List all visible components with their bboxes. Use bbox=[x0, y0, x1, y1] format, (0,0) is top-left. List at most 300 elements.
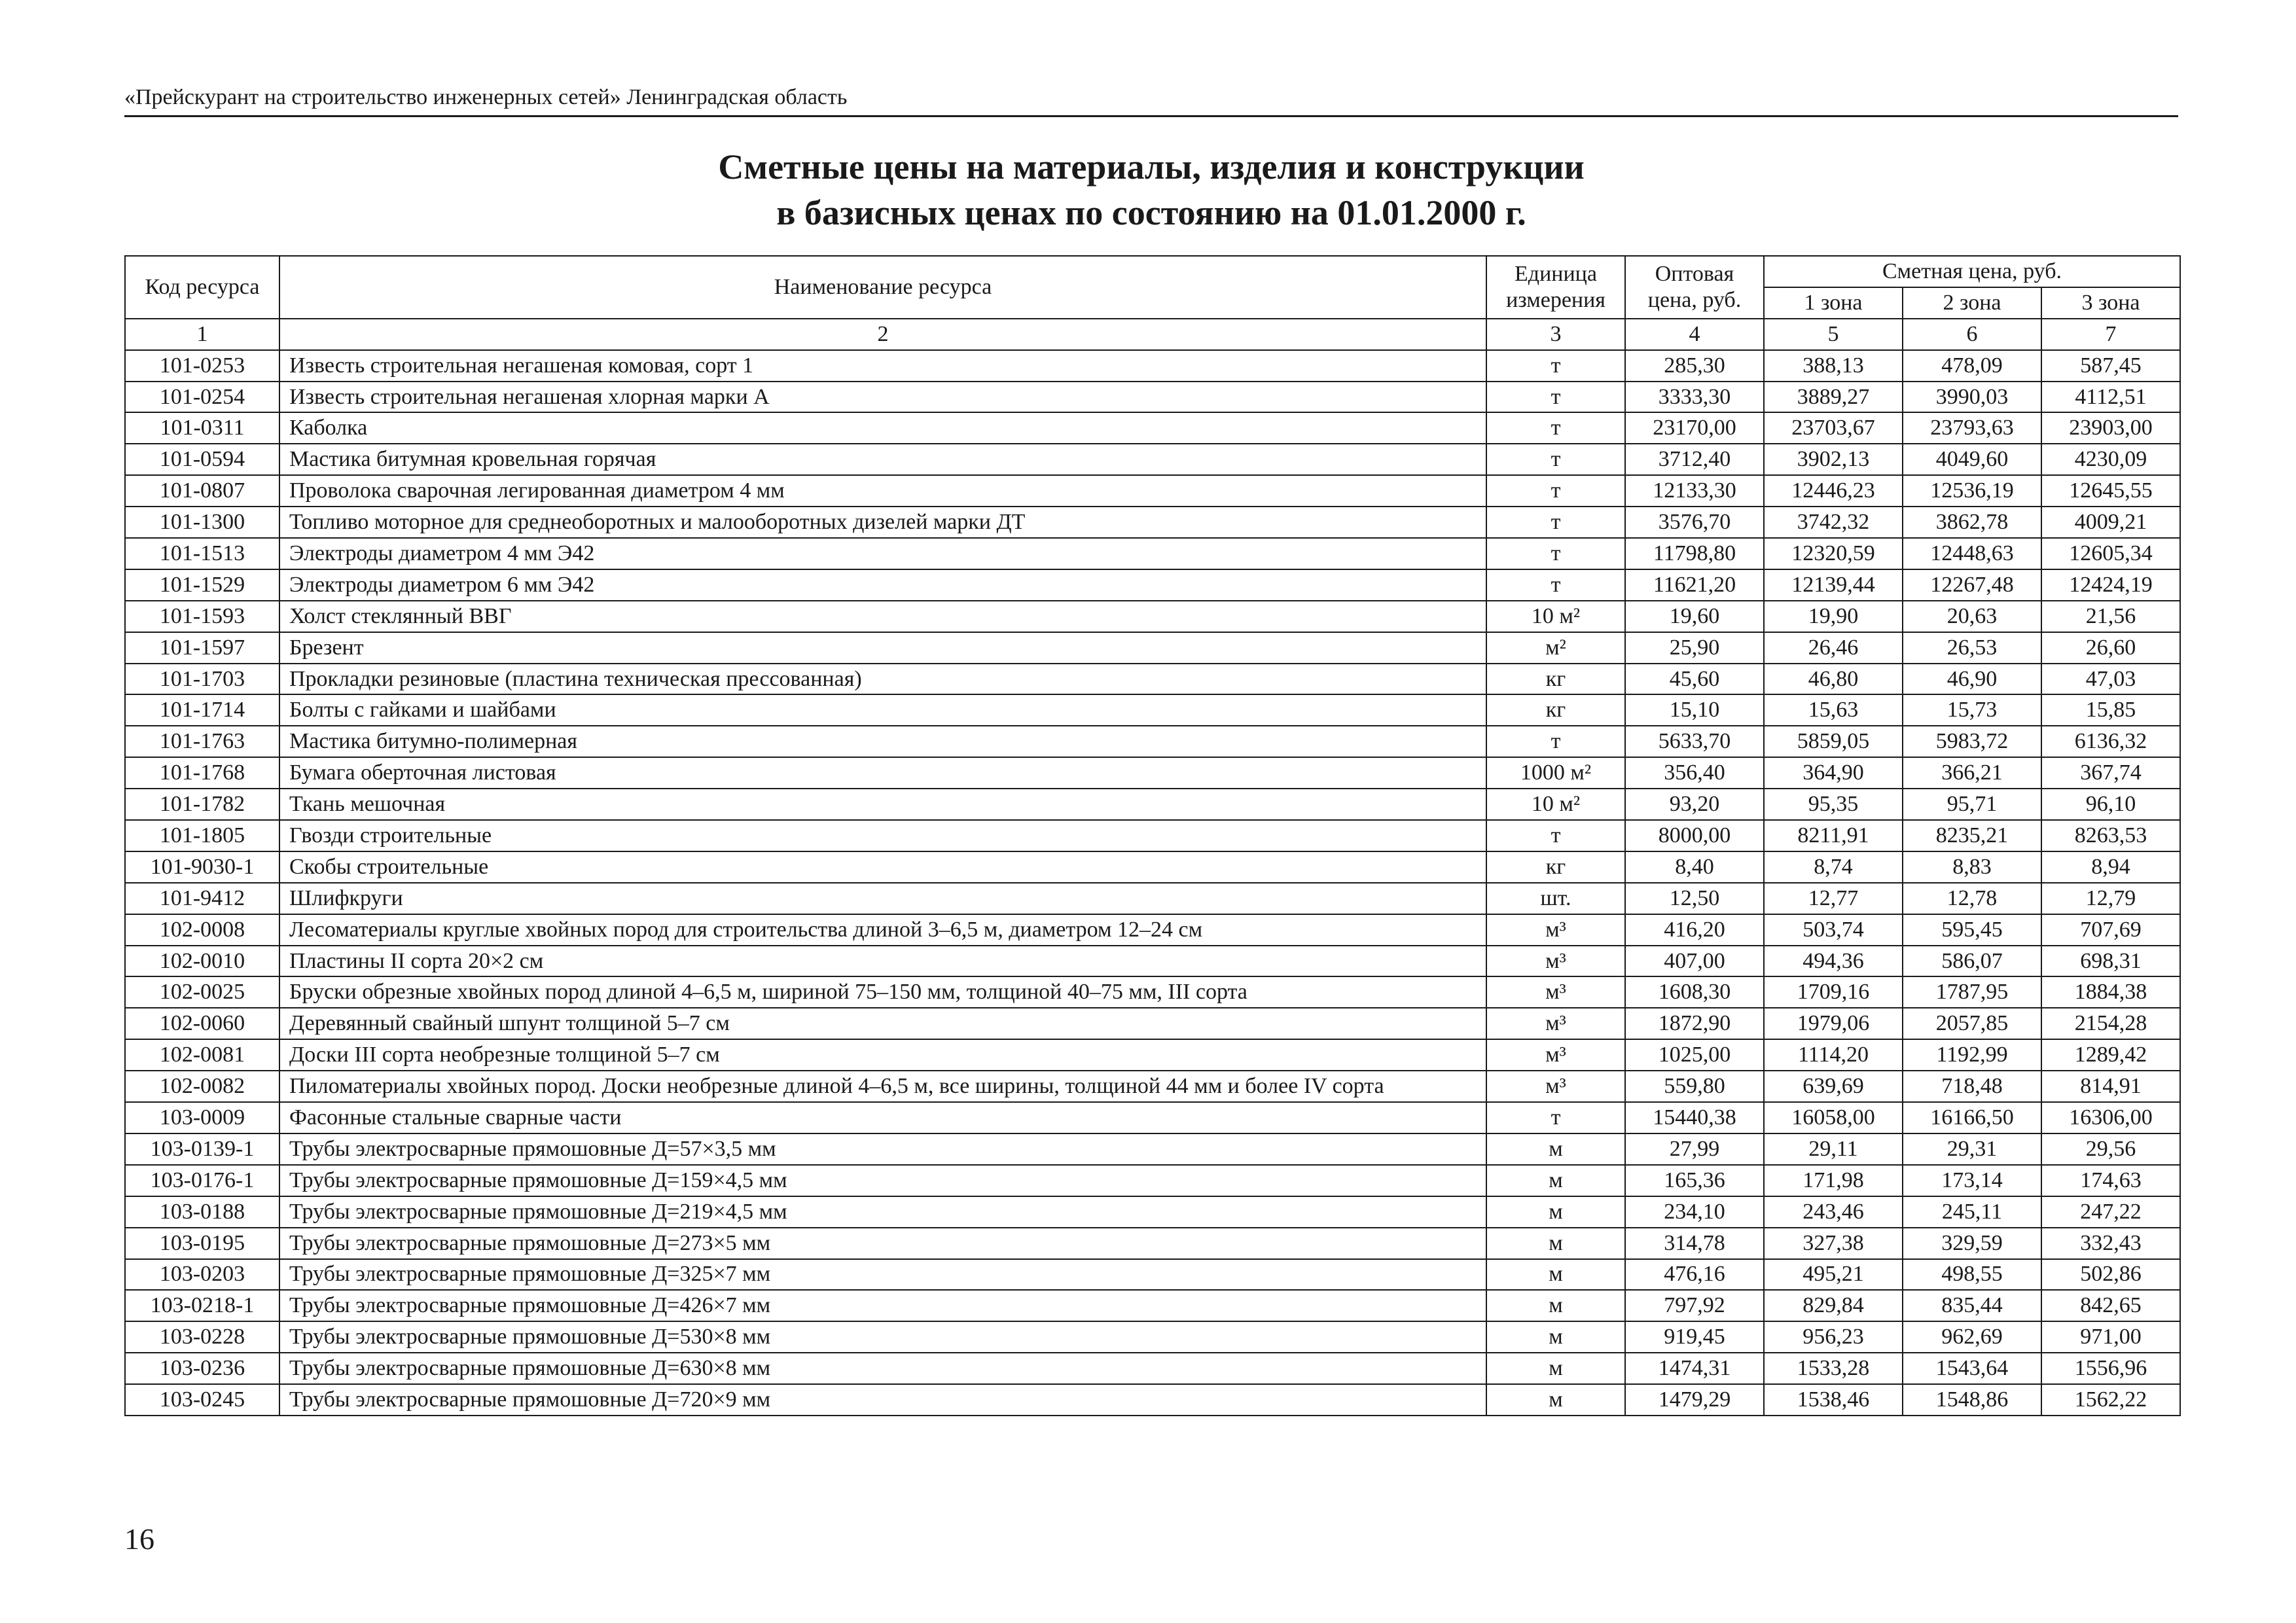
header-zone-3: 3 зона bbox=[2041, 287, 2180, 319]
row-unit: т bbox=[1486, 412, 1625, 444]
row-wholesale-price: 919,45 bbox=[1625, 1321, 1764, 1353]
table-row bbox=[125, 382, 2180, 413]
row-zone1-price: 29,11 bbox=[1764, 1133, 1903, 1165]
row-zone1-price: 12,77 bbox=[1764, 883, 1903, 914]
row-wholesale-price: 797,92 bbox=[1625, 1290, 1764, 1321]
row-zone1-price: 8,74 bbox=[1764, 851, 1903, 883]
row-code: 101-0253 bbox=[125, 350, 279, 382]
row-zone1-price: 639,69 bbox=[1764, 1071, 1903, 1102]
row-zone1-price: 95,35 bbox=[1764, 789, 1903, 820]
table-row bbox=[125, 726, 2180, 757]
row-zone2-price: 245,11 bbox=[1903, 1196, 2041, 1228]
row-wholesale-price: 8000,00 bbox=[1625, 820, 1764, 851]
row-zone3-price: 4112,51 bbox=[2041, 382, 2180, 413]
row-code: 101-1703 bbox=[125, 664, 279, 695]
row-unit: т bbox=[1486, 726, 1625, 757]
row-name: Пластины II сорта 20×2 см bbox=[279, 946, 1486, 977]
table-row bbox=[125, 820, 2180, 851]
row-zone1-price: 1533,28 bbox=[1764, 1353, 1903, 1384]
table-row bbox=[125, 1384, 2180, 1416]
row-name: Мастика битумная кровельная горячая bbox=[279, 444, 1486, 475]
row-code: 101-1782 bbox=[125, 789, 279, 820]
row-zone2-price: 962,69 bbox=[1903, 1321, 2041, 1353]
row-zone1-price: 3742,32 bbox=[1764, 507, 1903, 538]
row-name: Известь строительная негашеная комовая, сорт 1 bbox=[279, 350, 1486, 382]
row-zone2-price: 3862,78 bbox=[1903, 507, 2041, 538]
row-name: Деревянный свайный шпунт толщиной 5–7 см bbox=[279, 1008, 1486, 1039]
row-zone2-price: 5983,72 bbox=[1903, 726, 2041, 757]
row-wholesale-price: 15,10 bbox=[1625, 694, 1764, 726]
row-name: Бумага оберточная листовая bbox=[279, 757, 1486, 789]
row-name: Скобы строительные bbox=[279, 851, 1486, 883]
table-row bbox=[125, 507, 2180, 538]
row-name: Ткань мешочная bbox=[279, 789, 1486, 820]
table-row bbox=[125, 694, 2180, 726]
row-wholesale-price: 3712,40 bbox=[1625, 444, 1764, 475]
row-zone3-price: 21,56 bbox=[2041, 601, 2180, 632]
header-unit-label: Единица измерения bbox=[1506, 261, 1605, 312]
row-code: 103-0245 bbox=[125, 1384, 279, 1416]
row-zone2-price: 8235,21 bbox=[1903, 820, 2041, 851]
row-name: Лесоматериалы круглые хвойных пород для строительства длиной 3–6,5 м, диаметром 12–24 см bbox=[279, 914, 1486, 946]
row-zone2-price: 95,71 bbox=[1903, 789, 2041, 820]
row-name: Брезент bbox=[279, 632, 1486, 664]
header-name-label: Наименование ресурса bbox=[774, 274, 992, 299]
row-code: 102-0081 bbox=[125, 1039, 279, 1071]
row-unit: м bbox=[1486, 1321, 1625, 1353]
row-zone1-price: 12139,44 bbox=[1764, 569, 1903, 601]
row-name: Трубы электросварные прямошовные Д=273×5 мм bbox=[279, 1228, 1486, 1259]
row-name: Холст стеклянный ВВГ bbox=[279, 601, 1486, 632]
row-zone3-price: 1884,38 bbox=[2041, 976, 2180, 1008]
row-code: 101-1593 bbox=[125, 601, 279, 632]
row-zone2-price: 26,53 bbox=[1903, 632, 2041, 664]
row-code: 103-0009 bbox=[125, 1102, 279, 1133]
row-zone2-price: 4049,60 bbox=[1903, 444, 2041, 475]
column-number: 1 bbox=[125, 319, 279, 350]
row-unit: 10 м² bbox=[1486, 789, 1625, 820]
header-estimate bbox=[1764, 256, 2180, 287]
row-wholesale-price: 45,60 bbox=[1625, 664, 1764, 695]
row-code: 101-9412 bbox=[125, 883, 279, 914]
row-code: 103-0236 bbox=[125, 1353, 279, 1384]
row-zone3-price: 971,00 bbox=[2041, 1321, 2180, 1353]
column-number: 3 bbox=[1486, 319, 1625, 350]
row-zone1-price: 26,46 bbox=[1764, 632, 1903, 664]
row-name: Трубы электросварные прямошовные Д=219×4,5 мм bbox=[279, 1196, 1486, 1228]
row-zone1-price: 3902,13 bbox=[1764, 444, 1903, 475]
table-row bbox=[125, 632, 2180, 664]
row-name: Трубы электросварные прямошовные Д=530×8 мм bbox=[279, 1321, 1486, 1353]
row-wholesale-price: 15440,38 bbox=[1625, 1102, 1764, 1133]
row-wholesale-price: 23170,00 bbox=[1625, 412, 1764, 444]
row-unit: м³ bbox=[1486, 1008, 1625, 1039]
table-row bbox=[125, 1165, 2180, 1196]
row-zone2-price: 718,48 bbox=[1903, 1071, 2041, 1102]
row-zone3-price: 12605,34 bbox=[2041, 538, 2180, 569]
row-zone2-price: 329,59 bbox=[1903, 1228, 2041, 1259]
row-unit: м bbox=[1486, 1228, 1625, 1259]
row-wholesale-price: 234,10 bbox=[1625, 1196, 1764, 1228]
table-header bbox=[125, 256, 2180, 350]
row-zone3-price: 23903,00 bbox=[2041, 412, 2180, 444]
row-code: 103-0228 bbox=[125, 1321, 279, 1353]
row-zone1-price: 494,36 bbox=[1764, 946, 1903, 977]
row-wholesale-price: 356,40 bbox=[1625, 757, 1764, 789]
row-name: Трубы электросварные прямошовные Д=159×4,5 мм bbox=[279, 1165, 1486, 1196]
page-title bbox=[124, 144, 2178, 236]
header-code-label: Код ресурса bbox=[145, 274, 260, 299]
row-name: Топливо моторное для среднеоборотных и малооборотных дизелей марки ДТ bbox=[279, 507, 1486, 538]
row-unit: т bbox=[1486, 538, 1625, 569]
table-row bbox=[125, 757, 2180, 789]
table-row bbox=[125, 601, 2180, 632]
row-unit: шт. bbox=[1486, 883, 1625, 914]
table-row bbox=[125, 1290, 2180, 1321]
row-zone2-price: 8,83 bbox=[1903, 851, 2041, 883]
row-wholesale-price: 93,20 bbox=[1625, 789, 1764, 820]
row-code: 101-0594 bbox=[125, 444, 279, 475]
row-zone1-price: 16058,00 bbox=[1764, 1102, 1903, 1133]
row-zone1-price: 171,98 bbox=[1764, 1165, 1903, 1196]
row-zone2-price: 12,78 bbox=[1903, 883, 2041, 914]
row-code: 101-1768 bbox=[125, 757, 279, 789]
table-row bbox=[125, 475, 2180, 507]
row-zone2-price: 1548,86 bbox=[1903, 1384, 2041, 1416]
row-wholesale-price: 165,36 bbox=[1625, 1165, 1764, 1196]
row-zone2-price: 1787,95 bbox=[1903, 976, 2041, 1008]
table-row bbox=[125, 1196, 2180, 1228]
row-code: 101-1529 bbox=[125, 569, 279, 601]
row-code: 103-0203 bbox=[125, 1259, 279, 1291]
table-row bbox=[125, 1008, 2180, 1039]
table-row bbox=[125, 789, 2180, 820]
row-zone1-price: 12446,23 bbox=[1764, 475, 1903, 507]
row-zone2-price: 12448,63 bbox=[1903, 538, 2041, 569]
row-zone2-price: 366,21 bbox=[1903, 757, 2041, 789]
row-code: 101-1763 bbox=[125, 726, 279, 757]
row-unit: т bbox=[1486, 820, 1625, 851]
row-zone3-price: 12645,55 bbox=[2041, 475, 2180, 507]
table-body bbox=[125, 350, 2180, 1416]
row-unit: м bbox=[1486, 1290, 1625, 1321]
column-number: 6 bbox=[1903, 319, 2041, 350]
table-row bbox=[125, 883, 2180, 914]
row-zone3-price: 367,74 bbox=[2041, 757, 2180, 789]
row-wholesale-price: 5633,70 bbox=[1625, 726, 1764, 757]
row-name: Трубы электросварные прямошовные Д=720×9 мм bbox=[279, 1384, 1486, 1416]
row-zone2-price: 16166,50 bbox=[1903, 1102, 2041, 1133]
row-zone1-price: 8211,91 bbox=[1764, 820, 1903, 851]
row-name: Электроды диаметром 6 мм Э42 bbox=[279, 569, 1486, 601]
row-zone2-price: 835,44 bbox=[1903, 1290, 2041, 1321]
row-code: 101-1805 bbox=[125, 820, 279, 851]
row-zone1-price: 46,80 bbox=[1764, 664, 1903, 695]
row-zone2-price: 12267,48 bbox=[1903, 569, 2041, 601]
row-zone1-price: 327,38 bbox=[1764, 1228, 1903, 1259]
table-row bbox=[125, 1039, 2180, 1071]
row-name: Прокладки резиновые (пластина техническая прессованная) bbox=[279, 664, 1486, 695]
header-wholesale-label: Оптовая цена, руб. bbox=[1647, 261, 1742, 312]
table-row bbox=[125, 1102, 2180, 1133]
row-unit: м³ bbox=[1486, 946, 1625, 977]
row-zone3-price: 8,94 bbox=[2041, 851, 2180, 883]
row-zone1-price: 23703,67 bbox=[1764, 412, 1903, 444]
row-zone3-price: 1556,96 bbox=[2041, 1353, 2180, 1384]
row-zone3-price: 707,69 bbox=[2041, 914, 2180, 946]
header-zone-1: 1 зона bbox=[1764, 287, 1903, 319]
table-row bbox=[125, 1321, 2180, 1353]
row-zone1-price: 1979,06 bbox=[1764, 1008, 1903, 1039]
row-code: 101-9030-1 bbox=[125, 851, 279, 883]
row-zone1-price: 12320,59 bbox=[1764, 538, 1903, 569]
row-code: 103-0218-1 bbox=[125, 1290, 279, 1321]
row-zone3-price: 96,10 bbox=[2041, 789, 2180, 820]
table-row bbox=[125, 569, 2180, 601]
row-zone3-price: 8263,53 bbox=[2041, 820, 2180, 851]
header-name bbox=[279, 256, 1486, 319]
row-unit: м³ bbox=[1486, 1039, 1625, 1071]
row-code: 101-1300 bbox=[125, 507, 279, 538]
row-zone2-price: 20,63 bbox=[1903, 601, 2041, 632]
table-row bbox=[125, 1259, 2180, 1291]
row-code: 101-1597 bbox=[125, 632, 279, 664]
row-unit: м bbox=[1486, 1196, 1625, 1228]
row-wholesale-price: 1608,30 bbox=[1625, 976, 1764, 1008]
page-number: 16 bbox=[124, 1522, 154, 1556]
row-zone2-price: 478,09 bbox=[1903, 350, 2041, 382]
row-zone1-price: 1538,46 bbox=[1764, 1384, 1903, 1416]
row-zone2-price: 15,73 bbox=[1903, 694, 2041, 726]
row-zone3-price: 587,45 bbox=[2041, 350, 2180, 382]
table-row bbox=[125, 914, 2180, 946]
row-wholesale-price: 19,60 bbox=[1625, 601, 1764, 632]
row-wholesale-price: 1474,31 bbox=[1625, 1353, 1764, 1384]
column-number: 2 bbox=[279, 319, 1486, 350]
row-zone2-price: 586,07 bbox=[1903, 946, 2041, 977]
row-unit: т bbox=[1486, 507, 1625, 538]
row-zone3-price: 842,65 bbox=[2041, 1290, 2180, 1321]
row-unit: м³ bbox=[1486, 976, 1625, 1008]
row-name: Болты с гайками и шайбами bbox=[279, 694, 1486, 726]
row-unit: м³ bbox=[1486, 1071, 1625, 1102]
row-zone2-price: 2057,85 bbox=[1903, 1008, 2041, 1039]
row-zone2-price: 173,14 bbox=[1903, 1165, 2041, 1196]
row-unit: 10 м² bbox=[1486, 601, 1625, 632]
table-row bbox=[125, 976, 2180, 1008]
row-name: Гвозди строительные bbox=[279, 820, 1486, 851]
row-zone2-price: 595,45 bbox=[1903, 914, 2041, 946]
row-code: 102-0010 bbox=[125, 946, 279, 977]
row-zone3-price: 1289,42 bbox=[2041, 1039, 2180, 1071]
table-row bbox=[125, 946, 2180, 977]
row-unit: м bbox=[1486, 1259, 1625, 1291]
column-number: 7 bbox=[2041, 319, 2180, 350]
row-name: Известь строительная негашеная хлорная марки А bbox=[279, 382, 1486, 413]
row-zone3-price: 6136,32 bbox=[2041, 726, 2180, 757]
row-wholesale-price: 285,30 bbox=[1625, 350, 1764, 382]
row-code: 101-0311 bbox=[125, 412, 279, 444]
row-wholesale-price: 1025,00 bbox=[1625, 1039, 1764, 1071]
header-estimate-label: Сметная цена, руб. bbox=[1882, 259, 2062, 283]
row-wholesale-price: 12133,30 bbox=[1625, 475, 1764, 507]
row-wholesale-price: 25,90 bbox=[1625, 632, 1764, 664]
table-row bbox=[125, 444, 2180, 475]
row-code: 103-0195 bbox=[125, 1228, 279, 1259]
table-row bbox=[125, 1071, 2180, 1102]
row-unit: т bbox=[1486, 350, 1625, 382]
row-wholesale-price: 8,40 bbox=[1625, 851, 1764, 883]
row-name: Электроды диаметром 4 мм Э42 bbox=[279, 538, 1486, 569]
row-zone1-price: 364,90 bbox=[1764, 757, 1903, 789]
row-unit: т bbox=[1486, 475, 1625, 507]
row-name: Каболка bbox=[279, 412, 1486, 444]
row-unit: т bbox=[1486, 382, 1625, 413]
row-zone2-price: 1543,64 bbox=[1903, 1353, 2041, 1384]
row-zone2-price: 29,31 bbox=[1903, 1133, 2041, 1165]
header-zone-2: 2 зона bbox=[1903, 287, 2041, 319]
title-line-2: в базисных ценах по состоянию на 01.01.2000 г. bbox=[776, 193, 1526, 232]
row-zone1-price: 388,13 bbox=[1764, 350, 1903, 382]
row-wholesale-price: 1872,90 bbox=[1625, 1008, 1764, 1039]
row-zone2-price: 46,90 bbox=[1903, 664, 2041, 695]
row-zone1-price: 956,23 bbox=[1764, 1321, 1903, 1353]
row-zone3-price: 4230,09 bbox=[2041, 444, 2180, 475]
table-row bbox=[125, 350, 2180, 382]
row-zone3-price: 814,91 bbox=[2041, 1071, 2180, 1102]
row-zone3-price: 247,22 bbox=[2041, 1196, 2180, 1228]
row-zone3-price: 4009,21 bbox=[2041, 507, 2180, 538]
row-wholesale-price: 314,78 bbox=[1625, 1228, 1764, 1259]
row-wholesale-price: 12,50 bbox=[1625, 883, 1764, 914]
row-wholesale-price: 407,00 bbox=[1625, 946, 1764, 977]
row-zone2-price: 3990,03 bbox=[1903, 382, 2041, 413]
row-zone3-price: 12,79 bbox=[2041, 883, 2180, 914]
row-unit: м³ bbox=[1486, 914, 1625, 946]
row-zone3-price: 502,86 bbox=[2041, 1259, 2180, 1291]
row-zone2-price: 1192,99 bbox=[1903, 1039, 2041, 1071]
row-zone1-price: 503,74 bbox=[1764, 914, 1903, 946]
row-unit: т bbox=[1486, 1102, 1625, 1133]
row-code: 103-0176-1 bbox=[125, 1165, 279, 1196]
row-name: Доски III сорта необрезные толщиной 5–7 см bbox=[279, 1039, 1486, 1071]
row-zone2-price: 498,55 bbox=[1903, 1259, 2041, 1291]
row-zone3-price: 16306,00 bbox=[2041, 1102, 2180, 1133]
row-zone3-price: 12424,19 bbox=[2041, 569, 2180, 601]
row-wholesale-price: 1479,29 bbox=[1625, 1384, 1764, 1416]
row-zone3-price: 2154,28 bbox=[2041, 1008, 2180, 1039]
row-wholesale-price: 3576,70 bbox=[1625, 507, 1764, 538]
table-row bbox=[125, 851, 2180, 883]
row-zone3-price: 26,60 bbox=[2041, 632, 2180, 664]
table-row bbox=[125, 664, 2180, 695]
row-zone1-price: 5859,05 bbox=[1764, 726, 1903, 757]
row-name: Трубы электросварные прямошовные Д=57×3,5 мм bbox=[279, 1133, 1486, 1165]
row-zone3-price: 174,63 bbox=[2041, 1165, 2180, 1196]
header-code bbox=[125, 256, 279, 319]
row-zone1-price: 3889,27 bbox=[1764, 382, 1903, 413]
row-zone3-price: 698,31 bbox=[2041, 946, 2180, 977]
row-unit: т bbox=[1486, 569, 1625, 601]
table-row bbox=[125, 538, 2180, 569]
row-code: 101-1513 bbox=[125, 538, 279, 569]
row-zone1-price: 829,84 bbox=[1764, 1290, 1903, 1321]
row-code: 103-0139-1 bbox=[125, 1133, 279, 1165]
row-wholesale-price: 27,99 bbox=[1625, 1133, 1764, 1165]
row-zone3-price: 332,43 bbox=[2041, 1228, 2180, 1259]
row-code: 103-0188 bbox=[125, 1196, 279, 1228]
row-unit: т bbox=[1486, 444, 1625, 475]
row-unit: кг bbox=[1486, 664, 1625, 695]
row-code: 101-0807 bbox=[125, 475, 279, 507]
row-zone3-price: 47,03 bbox=[2041, 664, 2180, 695]
row-unit: м bbox=[1486, 1133, 1625, 1165]
running-header: «Прейскурант на строительство инженерных сетей» Ленинградская область bbox=[124, 85, 848, 109]
row-wholesale-price: 416,20 bbox=[1625, 914, 1764, 946]
row-zone1-price: 495,21 bbox=[1764, 1259, 1903, 1291]
header-rule bbox=[124, 115, 2178, 117]
row-unit: 1000 м² bbox=[1486, 757, 1625, 789]
row-name: Трубы электросварные прямошовные Д=426×7 мм bbox=[279, 1290, 1486, 1321]
row-wholesale-price: 11621,20 bbox=[1625, 569, 1764, 601]
column-number-row bbox=[125, 319, 2180, 350]
row-unit: кг bbox=[1486, 694, 1625, 726]
row-zone1-price: 19,90 bbox=[1764, 601, 1903, 632]
table-row bbox=[125, 1353, 2180, 1384]
row-zone1-price: 15,63 bbox=[1764, 694, 1903, 726]
row-code: 101-1714 bbox=[125, 694, 279, 726]
row-wholesale-price: 559,80 bbox=[1625, 1071, 1764, 1102]
row-unit: м bbox=[1486, 1353, 1625, 1384]
row-zone2-price: 23793,63 bbox=[1903, 412, 2041, 444]
row-unit: м² bbox=[1486, 632, 1625, 664]
row-name: Бруски обрезные хвойных пород длиной 4–6,5 м, шириной 75–150 мм, толщиной 40–75 мм, III сорта bbox=[279, 976, 1486, 1008]
row-zone3-price: 1562,22 bbox=[2041, 1384, 2180, 1416]
row-unit: м bbox=[1486, 1165, 1625, 1196]
row-zone3-price: 29,56 bbox=[2041, 1133, 2180, 1165]
row-name: Фасонные стальные сварные части bbox=[279, 1102, 1486, 1133]
row-name: Мастика битумно-полимерная bbox=[279, 726, 1486, 757]
row-name: Шлифкруги bbox=[279, 883, 1486, 914]
row-code: 102-0025 bbox=[125, 976, 279, 1008]
row-wholesale-price: 476,16 bbox=[1625, 1259, 1764, 1291]
row-unit: кг bbox=[1486, 851, 1625, 883]
table-row bbox=[125, 1228, 2180, 1259]
row-zone3-price: 15,85 bbox=[2041, 694, 2180, 726]
row-code: 102-0008 bbox=[125, 914, 279, 946]
row-name: Трубы электросварные прямошовные Д=325×7 мм bbox=[279, 1259, 1486, 1291]
header-unit bbox=[1486, 256, 1625, 319]
row-unit: м bbox=[1486, 1384, 1625, 1416]
table-row bbox=[125, 412, 2180, 444]
header-wholesale bbox=[1625, 256, 1764, 319]
row-name: Трубы электросварные прямошовные Д=630×8 мм bbox=[279, 1353, 1486, 1384]
row-name: Пиломатериалы хвойных пород. Доски необрезные длиной 4–6,5 м, все ширины, толщиной 44 мм и более IV сорта bbox=[279, 1071, 1486, 1102]
table-row bbox=[125, 1133, 2180, 1165]
column-number: 5 bbox=[1764, 319, 1903, 350]
row-name: Проволока сварочная легированная диаметром 4 мм bbox=[279, 475, 1486, 507]
row-wholesale-price: 11798,80 bbox=[1625, 538, 1764, 569]
row-code: 101-0254 bbox=[125, 382, 279, 413]
row-code: 102-0082 bbox=[125, 1071, 279, 1102]
row-zone1-price: 1114,20 bbox=[1764, 1039, 1903, 1071]
row-zone1-price: 243,46 bbox=[1764, 1196, 1903, 1228]
price-table bbox=[124, 255, 2181, 1416]
title-line-1: Сметные цены на материалы, изделия и конструкции bbox=[718, 147, 1585, 187]
row-wholesale-price: 3333,30 bbox=[1625, 382, 1764, 413]
row-code: 102-0060 bbox=[125, 1008, 279, 1039]
row-zone2-price: 12536,19 bbox=[1903, 475, 2041, 507]
